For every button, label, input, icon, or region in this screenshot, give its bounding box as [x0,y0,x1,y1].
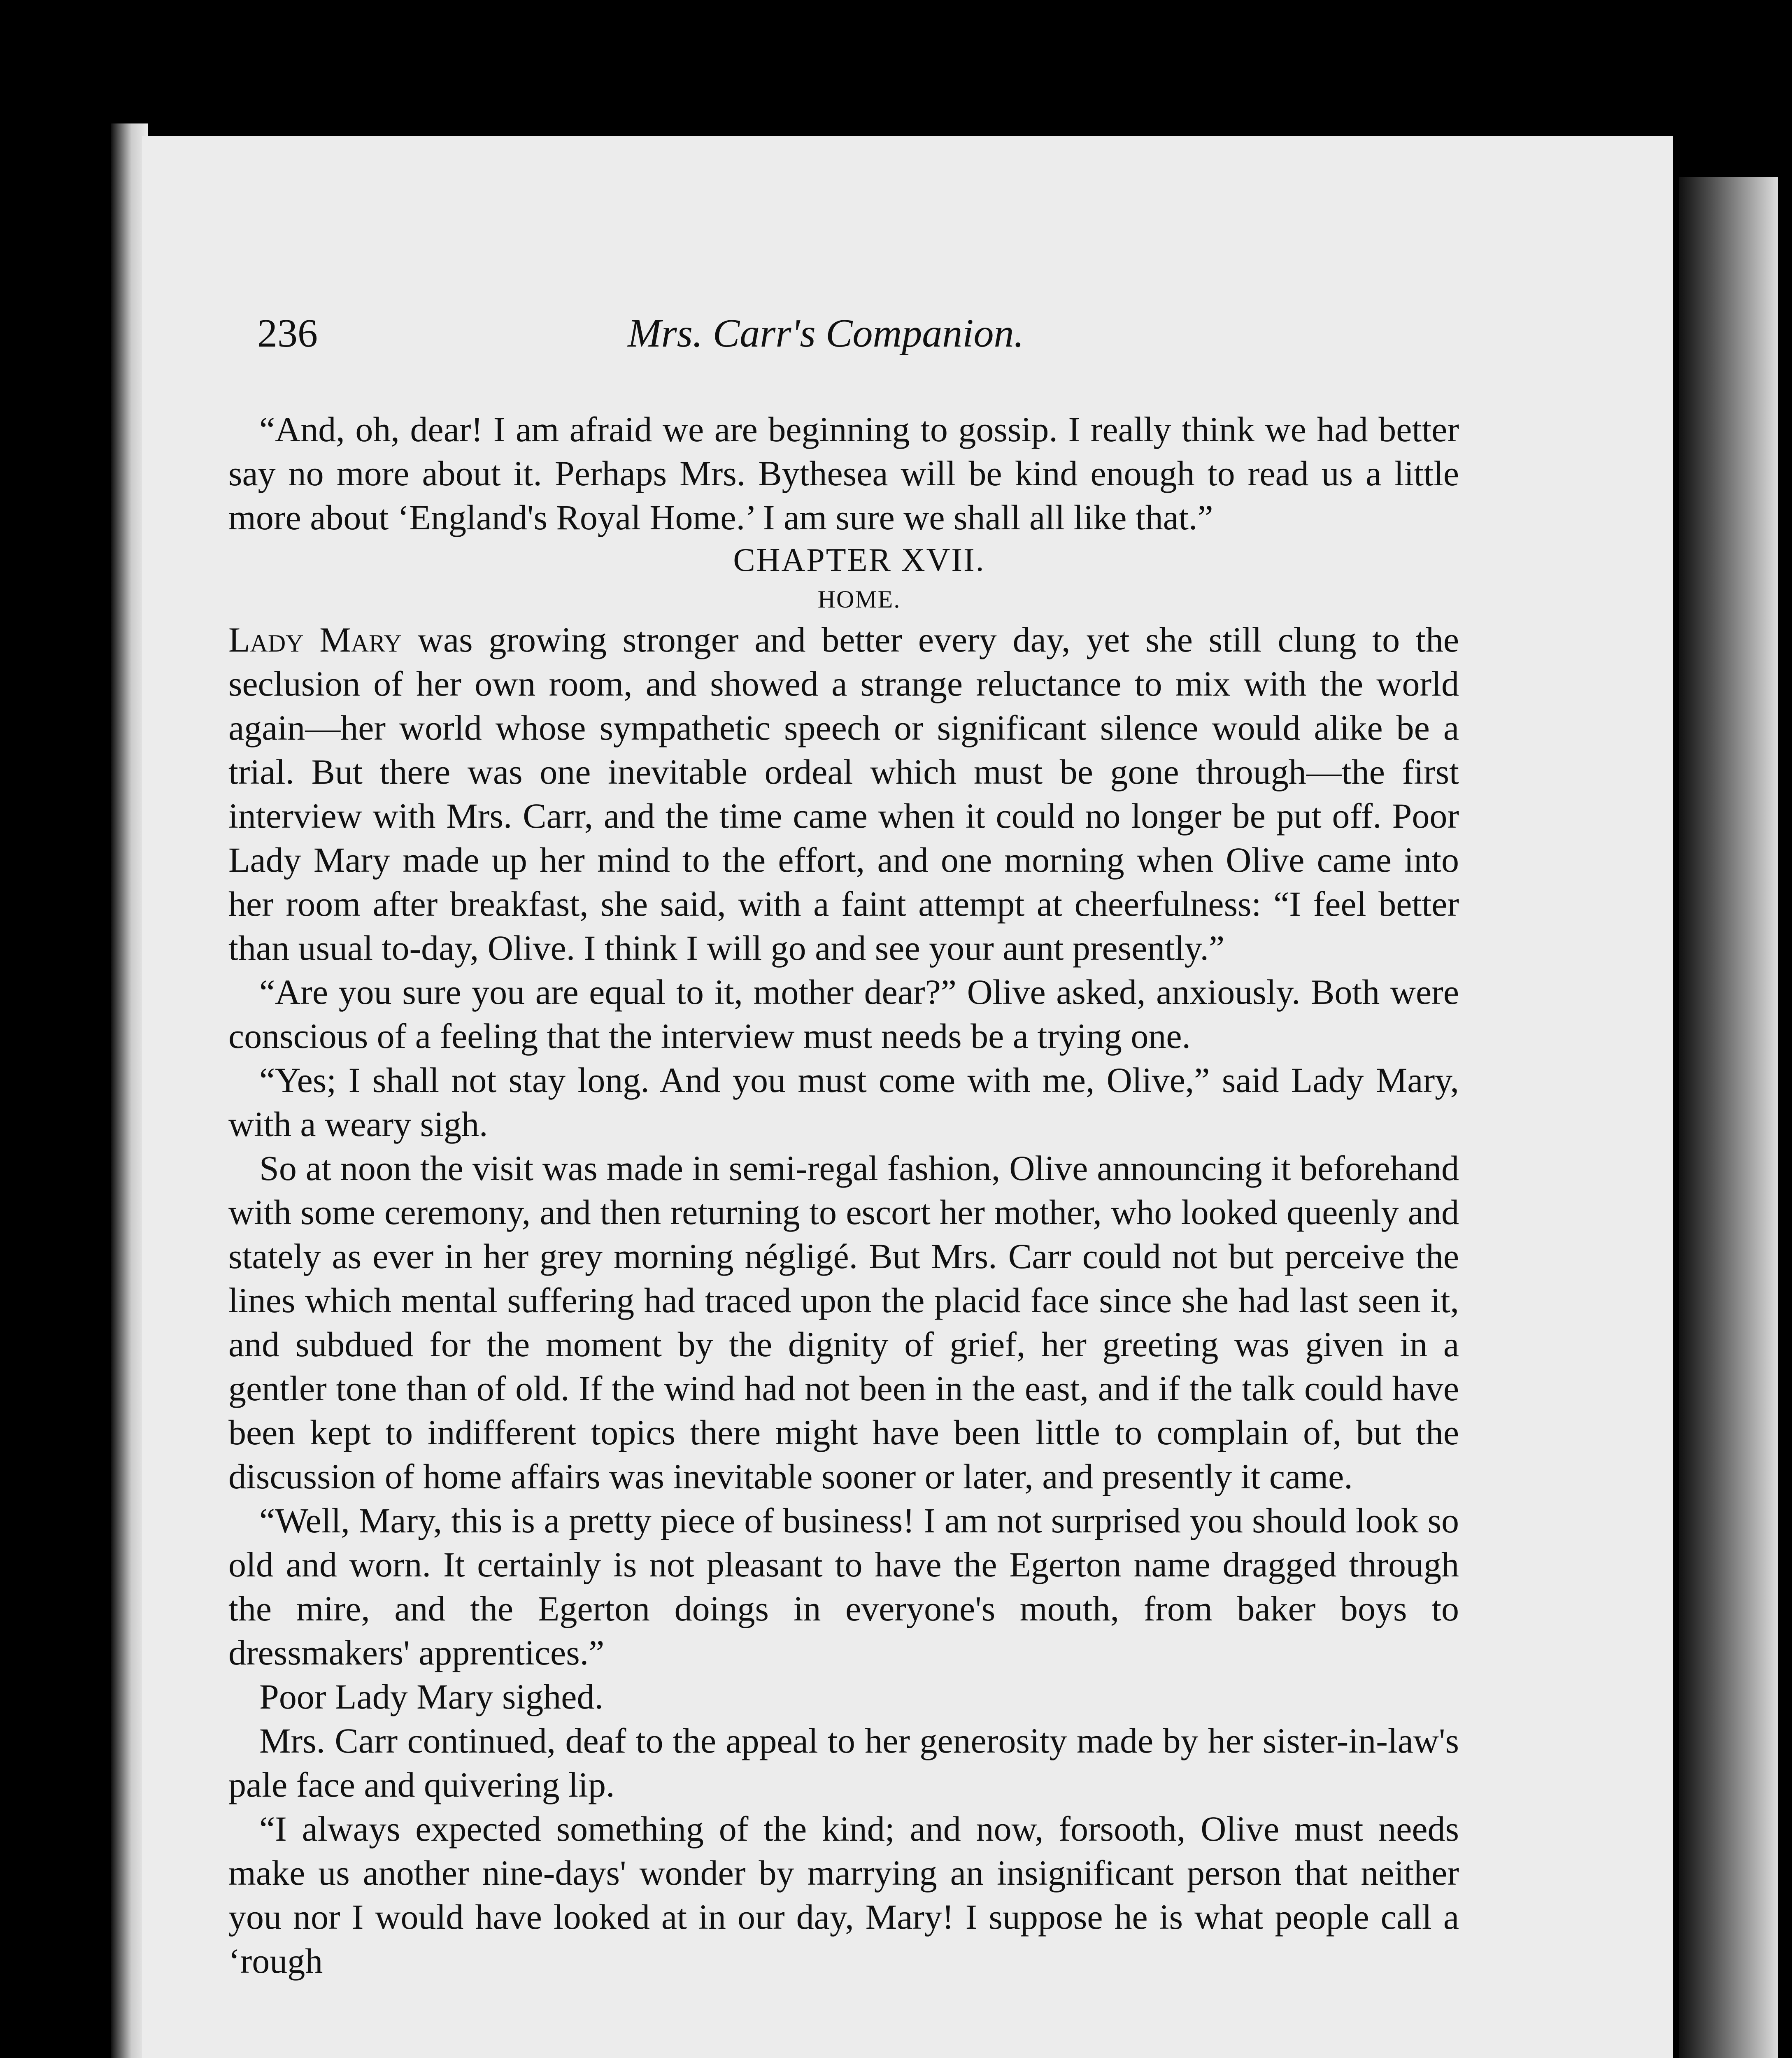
paragraph: “Are you sure you are equal to it, mother dear?” Olive asked, anxiously. Both were conscious of a feeling that the interview must needs be a trying one. [228,972,1459,1056]
paragraph [228,618,1459,970]
page-body [228,407,1459,1983]
paragraph: “Yes; I shall not stay long. And you must come with me, Olive,” said Lady Mary, with a weary sigh. [228,1060,1459,1144]
paragraph: “And, oh, dear! I am afraid we are beginning to gossip. I really think we had better say no more about it. Perhaps Mrs. Bythesea will be kind enough to read us a little more about ‘England's Royal Home.’ I am sure we shall all like that.” [228,410,1459,537]
paragraph: “Well, Mary, this is a pretty piece of business! I am not surprised you should look so old and worn. It certainly is not pleasant to have the Egerton name dragged through the mire, and the Egerton doings in everyone's mouth, from baker boys to dressmakers' apprentices.” [228,1501,1459,1672]
paragraph: Mrs. Carr continued, deaf to the appeal to her generosity made by her sister-in-law's pale face and quivering lip. [228,1721,1459,1804]
page-number: 236 [257,311,318,356]
running-head: Mrs. Carr's Companion. [628,311,1024,356]
facing-page-edge [1679,177,1778,2058]
paragraph: Poor Lady Mary sighed. [259,1677,603,1716]
page-header [257,311,1434,356]
paragraph-text: was growing stronger and better every day, yet she still clung to the seclusion of her own room, and showed a strange reluctance to mix with the world again—her world whose sympathetic speech or significant silence would alike be a trial. But there was one inevitable ordeal which must be gone through—the first interview with Mrs. Carr, and the time came when it could no longer be put off. Poor Lady Mary made up her mind to the effort, and one morning when Olive came into her room after breakfast, she said, with a faint attempt at cheerfulness: “I feel better than usual to-day, Olive. I think I will go and see your aunt presently.” [228,620,1459,968]
chapter-title: CHAPTER XVII. [733,542,985,578]
paragraph: “I always expected something of the kind; and now, forsooth, Olive must needs make us another nine-days' wonder by marrying an insignificant person that neither you nor I would have looked at in our day, Mary! I suppose he is what people call a ‘rough [228,1809,1459,1981]
paragraph: So at noon the visit was made in semi-regal fashion, Olive announcing it beforehand with some ceremony, and then returning to escort her mother, who looked queenly and stately as ever in her grey morning négligé. But Mrs. Carr could not but perceive the lines which mental suffering had traced upon the placid face since she had last seen it, and subdued for the moment by the dignity of grief, her greeting was given in a gentler tone than of old. If the wind had not been in the east, and if the talk could have been kept to indifferent topics there might have been little to complain of, but the discussion of home affairs was inevitable sooner or later, and presently it came. [228,1148,1459,1496]
chapter-opening-words: Lady Mary [228,620,402,659]
chapter-subtitle: HOME. [817,586,901,613]
